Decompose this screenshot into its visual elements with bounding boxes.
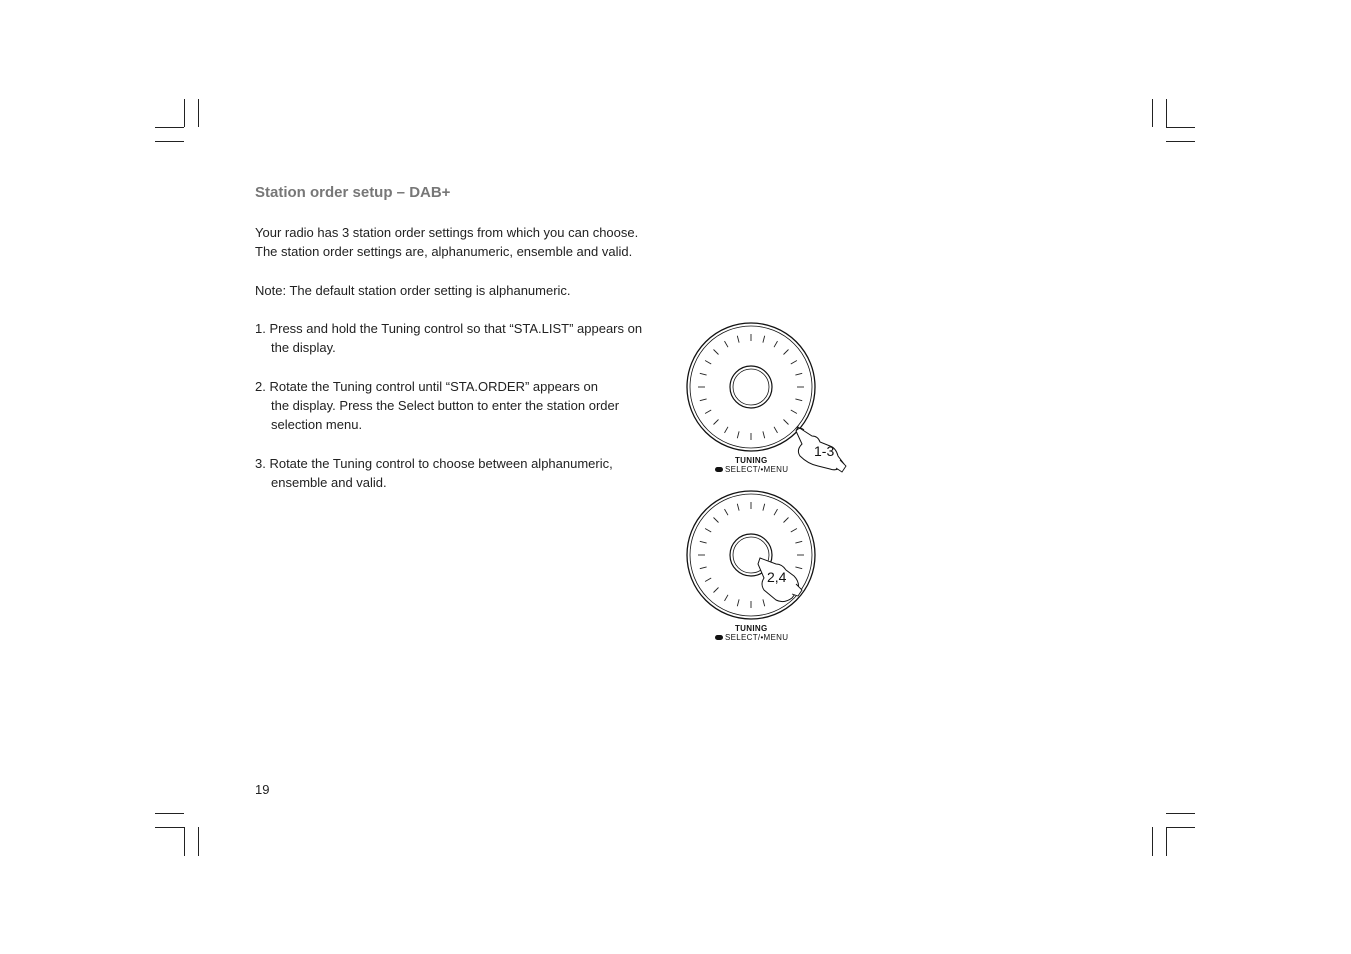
dial-tick <box>774 427 778 433</box>
step-line: 1. Press and hold the Tuning control so that “STA.LIST” appears on <box>255 321 643 336</box>
tuning-label: TUNING <box>735 624 768 633</box>
intro-line: The station order settings are, alphanumeric, ensemble and valid. <box>255 244 633 259</box>
dial-tick <box>737 431 739 438</box>
dial-tick <box>795 373 802 375</box>
dial-tick <box>784 518 789 523</box>
crop-mark <box>155 141 184 142</box>
step-line: 3. Rotate the Tuning control to choose between alphanumeric, <box>255 456 613 471</box>
dial-tick <box>705 410 711 414</box>
step-callout: 1-3 <box>814 443 835 459</box>
dial-tick <box>737 504 739 511</box>
dial-tick <box>714 350 719 355</box>
dial-tick <box>774 341 778 347</box>
dial-tick <box>784 350 789 355</box>
dial-tick <box>795 567 802 569</box>
tuning-dial-figure-2 <box>680 486 870 646</box>
crop-mark <box>1166 827 1195 828</box>
dial-tick <box>763 504 765 511</box>
crop-mark <box>1152 99 1153 127</box>
step-line: 2. Rotate the Tuning control until “STA.ORDER” appears on <box>255 379 598 394</box>
dial-tick <box>795 399 802 401</box>
dial-tick <box>700 541 707 543</box>
dial-tick <box>774 509 778 515</box>
crop-mark <box>184 827 185 856</box>
step-2 <box>255 377 619 434</box>
crop-mark <box>1166 813 1195 814</box>
dial-tick <box>705 578 711 582</box>
crop-mark <box>198 827 199 856</box>
step-callout: 2,4 <box>767 569 787 585</box>
page-title: Station order setup – DAB+ <box>255 184 451 201</box>
select-button-icon <box>715 467 723 472</box>
crop-mark <box>198 99 199 127</box>
crop-mark <box>184 99 185 127</box>
crop-mark <box>155 127 184 128</box>
select-menu-text: SELECT/•MENU <box>725 633 789 642</box>
crop-mark <box>155 813 184 814</box>
dial-tick <box>714 588 719 593</box>
dial-tick <box>763 336 765 343</box>
crop-mark <box>1166 141 1195 142</box>
tuning-knob-rotate-icon <box>680 318 870 478</box>
dial-tick <box>784 420 789 425</box>
step-line: the display. <box>271 340 336 355</box>
dial-tick <box>763 431 765 438</box>
dial-tick <box>714 518 719 523</box>
tuning-knob-press-icon <box>680 486 870 646</box>
dial-tick <box>725 341 729 347</box>
select-menu-text: SELECT/•MENU <box>725 465 789 474</box>
dial-tick <box>791 529 797 533</box>
crop-mark <box>1166 99 1167 127</box>
dial-tick <box>795 541 802 543</box>
dial-tick <box>714 420 719 425</box>
note-paragraph: Note: The default station order setting is alphanumeric. <box>255 283 571 298</box>
step-3 <box>255 454 613 492</box>
step-line: the display. Press the Select button to enter the station order <box>271 398 620 413</box>
intro-line: Your radio has 3 station order settings from which you can choose. <box>255 225 639 240</box>
select-button-icon <box>715 635 723 640</box>
dial-tick <box>725 509 729 515</box>
dial-tick <box>737 336 739 343</box>
dial-tick <box>700 399 707 401</box>
crop-mark <box>1152 827 1153 856</box>
select-menu-label <box>715 633 788 642</box>
dial-tick <box>725 427 729 433</box>
dial-tick <box>705 361 711 365</box>
tuning-dial-figure-1 <box>680 318 870 478</box>
dial-tick <box>791 410 797 414</box>
dial-tick <box>705 529 711 533</box>
step-line: selection menu. <box>271 417 363 432</box>
step-line: ensemble and valid. <box>271 475 387 490</box>
select-menu-label <box>715 465 788 474</box>
dial-tick <box>700 567 707 569</box>
page-number: 19 <box>255 782 270 797</box>
dial-tick <box>737 599 739 606</box>
tuning-label: TUNING <box>735 456 768 465</box>
dial-tick <box>763 599 765 606</box>
crop-mark <box>1166 127 1195 128</box>
crop-mark <box>1166 827 1167 856</box>
crop-mark <box>155 827 184 828</box>
step-1 <box>255 319 642 357</box>
dial-tick <box>700 373 707 375</box>
dial-tick <box>725 595 729 601</box>
dial-tick <box>791 361 797 365</box>
intro-paragraph <box>255 223 638 261</box>
